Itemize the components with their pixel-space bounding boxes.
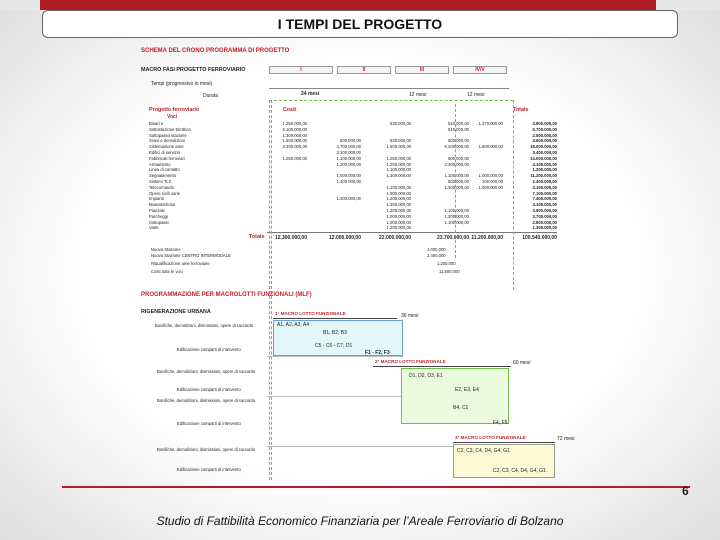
totali-label: Totale — [249, 234, 265, 240]
cost-row-label: Sottostazione Elettrica — [149, 126, 191, 132]
cost-row-label: Sottopasso stazione — [149, 132, 187, 138]
total-V: 11.200.000,00 — [471, 235, 503, 241]
cost-cell-c4: 1.100.000,00 — [444, 208, 469, 213]
cost-row-label: Impianti — [149, 196, 164, 202]
lot2-row-c-label: Bonifiche, demolizioni, dismissioni, opere di raccordo — [157, 398, 256, 403]
total-IV: 23.700.000,00 — [437, 235, 469, 241]
lot3-cell-b: C2, C3, C4, D4, G4, G1 — [493, 468, 546, 474]
cost-row-label: Armamento — [149, 161, 171, 167]
cost-cell-tot: 4.100.000,00 — [532, 184, 557, 190]
mlf-title: PROGRAMMAZIONE PER MACROLOTTI FUNZIONALI (MLF) — [141, 292, 312, 298]
cost-cell-tot: 3.400.000,00 — [532, 150, 557, 155]
cost-cell-tot: 1.300.000,00 — [532, 225, 557, 231]
cost-cell-c4: 510.000,00 — [448, 121, 469, 126]
mlf-section-label: RIGENERAZIONE URBANA — [141, 309, 211, 315]
cost-cell-c1: 3.300.000,00 — [282, 144, 307, 150]
lot1-cell-a: A1, A2, A3, A4 — [277, 322, 309, 328]
cost-cell-c2: 1.200.000,00 — [336, 161, 361, 167]
cost-row-label: Scavi e demolizioni — [149, 138, 185, 144]
cost-row-label: Binari e — [149, 121, 164, 126]
cost-cell-c2: 4.700.000,00 — [336, 144, 361, 150]
cost-cell-c5: 1.600.000,00 — [478, 144, 503, 150]
cost-cell-c2: 1.400.000,00 — [336, 179, 361, 184]
extra-label-2: Nuova Stazione CENTRO INTERMODALE — [151, 253, 231, 258]
cost-cell-c3: 1.250.000,00 — [386, 155, 411, 161]
months-12a: 12 mesi — [409, 92, 427, 98]
cost-cell-c5: 1.000.000,00 — [478, 173, 503, 179]
cost-cell-c4: 1.300.000,00 — [444, 213, 469, 219]
cost-cell-c3: 1.200.000,00 — [386, 208, 411, 213]
cost-cell-c3: 1.000.000,00 — [386, 190, 411, 196]
cost-cell-c2: 600.000,00 — [340, 138, 361, 144]
lot3-title: 3° MACRO LOTTO FUNZIONALE — [455, 435, 526, 440]
cost-row-label: Linea di contatto — [149, 167, 180, 173]
lot2-cell-c: B4, C1 — [453, 405, 469, 411]
cost-cell-c4: 500.000,00 — [448, 179, 469, 184]
cost-cell-c3: 1.200.000,00 — [386, 196, 411, 202]
lot1-row-b-label: Edificazione comparti di intervento — [177, 347, 241, 352]
cost-cell-tot: 3.900.000,00 — [532, 208, 557, 213]
cost-cell-c2: 3.100.000,00 — [336, 150, 361, 155]
cost-cell-tot: 11.200.000,00 — [530, 173, 557, 179]
footer-rule — [62, 486, 690, 488]
cost-row-label: Manutenzione — [149, 202, 176, 208]
lot3-cell-a: C2, C3, C4, D4, G4, G1 — [457, 448, 510, 454]
cost-cell-c5: 100.000,00 — [482, 179, 503, 184]
cost-cell-c3: 630.000,00 — [390, 138, 411, 144]
totale-label: Totale — [513, 107, 529, 113]
lot1-cell-c: C5 - C6 - C7, D1 — [315, 343, 353, 349]
cost-cell-c3: 1.100.000,00 — [386, 184, 411, 190]
cost-cell-c3: 1.000.000,00 — [386, 213, 411, 219]
cost-cell-c1: 1.300.000,00 — [282, 132, 307, 138]
cost-cell-tot: 2.400.000,00 — [532, 179, 557, 184]
cost-row-label: Sistemi TLC — [149, 179, 172, 184]
costi-label: Costi — [283, 107, 297, 113]
slide-title: I TEMPI DEL PROGETTO — [42, 10, 678, 38]
extra-val-4: 11.500.000 — [439, 269, 460, 274]
cost-cell-c4: 600.000,00 — [448, 155, 469, 161]
cost-cell-tot: 3.700.000,00 — [532, 213, 557, 219]
phase-end-line — [513, 100, 514, 290]
tempi-rule — [269, 88, 509, 89]
months-12b: 12 mesi — [467, 92, 485, 98]
lot2-cell-a: D1, D2, D3, E1 — [409, 373, 443, 379]
months-24: 24 mesi — [301, 91, 320, 97]
cost-cell-tot: 2.800.000,00 — [532, 219, 557, 225]
cost-cell-tot: 4.600.000,00 — [532, 138, 557, 144]
cost-row-label: Parcheggi — [149, 213, 168, 219]
extra-label-1: Nuova Stazione — [151, 247, 181, 252]
lot2-rule — [373, 366, 511, 367]
cost-cell-c3: 1.000.000,00 — [386, 219, 411, 225]
total-III: 22.000.000,00 — [379, 235, 411, 241]
durata-label: Durata — [203, 93, 219, 99]
cost-cell-tot: 2.500.000,00 — [532, 132, 557, 138]
cost-row-label: Varie — [149, 225, 159, 231]
phase-start-line — [269, 100, 270, 480]
cost-cell-c3: 1.100.000,00 — [386, 167, 411, 173]
phase-start-line-blue — [271, 100, 272, 480]
progetto-ferroviario-label: Progetto ferroviario — [149, 107, 200, 113]
cost-cell-tot: 5.700.000,00 — [532, 126, 557, 132]
cost-cell-c3: 1.200.000,00 — [386, 161, 411, 167]
row-guide-2 — [267, 396, 401, 397]
cost-row-label: Piazzale — [149, 208, 165, 213]
cost-cell-c4: 510.000,00 — [448, 126, 469, 132]
cost-cell-tot: 4.100.000,00 — [532, 161, 557, 167]
cost-cell-c4: 3.300.000,00 — [444, 161, 469, 167]
footer-caption: Studio di Fattibilità Economico Finanziaria per l’Areale Ferroviario di Bolzano — [156, 514, 564, 528]
lot3-row-b-label: Edificazione comparti di intervento — [177, 467, 241, 472]
schedule-title: SCHEMA DEL CRONO PROGRAMMA DI PROGETTO — [141, 48, 290, 54]
macro-phases-label: MACRO FASI PROGETTO FERROVIARIO — [141, 67, 246, 73]
cost-cell-c4: 500.000,00 — [448, 138, 469, 144]
cost-row-label: Sottopassi — [149, 219, 169, 225]
lot1-months: 36 mesi — [401, 313, 419, 319]
cost-cell-c3: 1.600.000,00 — [386, 144, 411, 150]
phase-top-line — [269, 100, 513, 101]
total-I: 12.300.000,00 — [275, 235, 307, 241]
cost-cell-tot: 3.100.000,00 — [532, 202, 557, 208]
total-II: 12.000.000,00 — [329, 235, 361, 241]
extra-val-1: 1.000.000 — [427, 247, 446, 252]
lot2-row-d-label: Edificazione comparti di intervento — [177, 421, 241, 426]
cost-cell-c3: 1.300.000,00 — [386, 202, 411, 208]
lot2-title: 2° MACRO LOTTO FUNZIONALE — [375, 359, 446, 364]
phase-II-header: II — [337, 66, 391, 74]
grand-total: 100.540.000,00 — [522, 235, 557, 241]
lot1-title: 1° MACRO LOTTO FUNZIONALE — [275, 311, 346, 316]
cost-row-label: Sistemazione aree — [149, 144, 184, 150]
top-accent-bar — [40, 0, 656, 10]
lot3-rule — [453, 442, 555, 443]
row-guide-1 — [267, 356, 403, 357]
cost-row-label: Opere civili varie — [149, 190, 180, 196]
extra-label-4: Costi tutte le voci — [151, 269, 183, 274]
lot1-cell-b: B1, B2, B3 — [323, 330, 347, 336]
lot2-cell-d: F4, F5 — [493, 420, 508, 426]
row-guide-3 — [267, 446, 453, 447]
cost-cell-c1: 1.500.000,00 — [282, 138, 307, 144]
lot1-row-a-label: Bonifiche, demolizioni, dismissioni, opere di raccordo — [155, 323, 254, 328]
cost-cell-c4: 1.300.000,00 — [444, 184, 469, 190]
lot2-row-a-label: Bonifiche, demolizioni, dismissioni, opere di raccordo — [157, 369, 256, 374]
cost-cell-tot: 1.200.000,00 — [532, 167, 557, 173]
top-bar — [0, 0, 720, 10]
cost-cell-c4: 1.100.000,00 — [444, 173, 469, 179]
cost-cell-c3: 1.200.000,00 — [386, 225, 411, 231]
cost-row-label: Telecomando — [149, 184, 174, 190]
extra-val-3: 1.200.000 — [437, 261, 456, 266]
phase-I-header: I — [269, 66, 333, 74]
voci-label: Voci — [167, 114, 178, 120]
cost-cell-c2: 1.100.000,00 — [336, 155, 361, 161]
cost-cell-c5: 1.370.000,00 — [478, 121, 503, 126]
lot1-rule — [273, 318, 397, 319]
extra-val-2: 2.400.000 — [427, 253, 446, 258]
phase-mid-line — [455, 104, 456, 258]
cost-row-label: Segnalamento — [149, 173, 177, 179]
cost-cell-c1: 5.100.000,00 — [282, 126, 307, 132]
cost-cell-c1: 1.250.000,00 — [282, 155, 307, 161]
cost-cell-tot: 4.800.000,00 — [532, 121, 557, 126]
page-number: 6 — [682, 484, 689, 498]
cost-cell-c1: 1.250.000,00 — [282, 121, 307, 126]
lot2-months: 60 mesi — [513, 360, 531, 366]
cost-cell-c5: 1.000.000,00 — [478, 184, 503, 190]
lot2-row-b-label: Edificazione comparti di intervento — [177, 387, 241, 392]
lot1-cell-d: F1 - F2, F3 — [365, 350, 390, 356]
cost-cell-c3: 630.000,00 — [390, 121, 411, 126]
phase-IV-header: IV/V — [453, 66, 507, 74]
lot3-row-a-label: Bonifiche, demolizioni, dismissioni, opere di raccordo — [157, 447, 256, 452]
cost-cell-tot: 7.100.000,00 — [532, 190, 557, 196]
cost-cell-tot: 18.000.000,00 — [530, 144, 557, 150]
cost-row-label: Fabbricati ferroviari — [149, 155, 185, 161]
lot2-cell-b: E2, E3, E4 — [455, 387, 479, 393]
schedule-sheet — [137, 42, 575, 480]
cost-cell-tot: 14.000.000,00 — [530, 155, 557, 161]
cost-cell-c2: 1.000.000,00 — [336, 173, 361, 179]
cost-row-label: Edifici di servizio — [149, 150, 180, 155]
extra-label-3: Riqualificazione aree ferroviarie — [151, 261, 210, 266]
tempi-label: Tempi (progressivo in mesi) — [151, 81, 213, 87]
cost-cell-c2: 1.300.000,00 — [336, 196, 361, 202]
lot3-months: 72 mesi — [557, 436, 575, 442]
cost-cell-c4: 6.200.000,00 — [444, 144, 469, 150]
cost-cell-tot: 7.400.000,00 — [532, 196, 557, 202]
cost-cell-c4: 1.100.000,00 — [444, 219, 469, 225]
phase-III-header: III — [395, 66, 449, 74]
cost-cell-c3: 1.300.000,00 — [386, 173, 411, 179]
